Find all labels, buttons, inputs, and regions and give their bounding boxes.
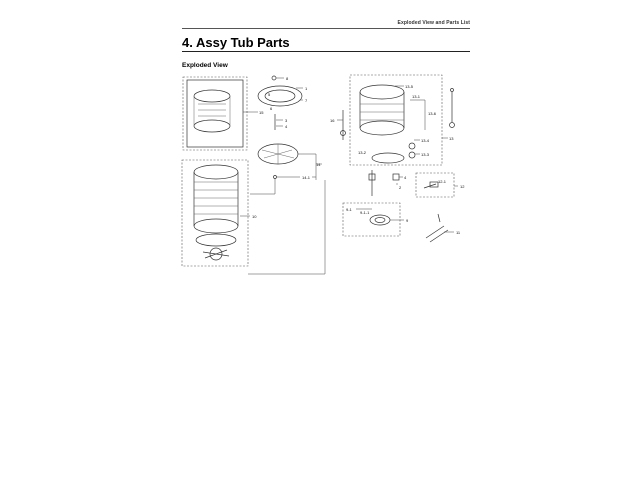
tub-top [360, 85, 404, 99]
part-10-group [182, 160, 257, 266]
callout-2: 2 [399, 185, 402, 190]
part-15-ring-top [194, 90, 230, 102]
callout-1: 1 [305, 86, 308, 91]
right-rod-group [450, 89, 455, 128]
callout-9-1-1: 9-1-1 [360, 210, 370, 215]
running-title: Exploded View and Parts List [397, 20, 470, 26]
part-11-hose [426, 226, 444, 238]
part-12-group [416, 173, 465, 197]
callout-4: 4 [285, 124, 288, 129]
part-15-group [183, 77, 264, 150]
callout-13: 13 [449, 136, 454, 141]
center-parts-group [248, 76, 325, 274]
callout-11: 11 [456, 230, 461, 235]
callout-9: 9 [406, 218, 409, 223]
section-title: 4. Assy Tub Parts [182, 35, 290, 50]
part-1-ring [258, 86, 302, 106]
part-8 [272, 76, 276, 80]
callout-13-4: 13-4 [421, 138, 430, 143]
callout-12: 12 [460, 184, 465, 189]
part-16-group [330, 110, 346, 140]
callout-9-1: 9-1 [346, 207, 352, 212]
callout-13-1: 13-1 [412, 94, 421, 99]
lower-small-parts [369, 170, 407, 196]
callout-5: 5 [268, 92, 271, 97]
callout-8: 8 [286, 76, 289, 81]
drum-bottom [194, 219, 238, 233]
drum-flange [196, 234, 236, 246]
callout-4b: 4 [404, 175, 407, 180]
callout-13-5: 13-5 [405, 84, 414, 89]
callout-12-1: 12-1 [438, 179, 447, 184]
callout-6: 6 [270, 106, 273, 111]
drum-top [194, 165, 238, 179]
callout-13-3: 13-3 [421, 152, 430, 157]
callout-16: 16 [330, 118, 335, 123]
part-12-box [416, 173, 454, 197]
subsection-title: Exploded View [182, 62, 228, 69]
callout-14: 14 [316, 162, 321, 167]
callout-3: 3 [285, 118, 288, 123]
callout-10: 10 [252, 214, 257, 219]
part-11-group [426, 214, 461, 242]
part-13-group [350, 75, 454, 165]
callout-14-1: 14-1 [302, 175, 311, 180]
tub-base [372, 153, 404, 163]
tub-bottom [360, 121, 404, 135]
callout-15: 15 [259, 110, 264, 115]
callout-13-6: 13-6 [428, 111, 437, 116]
part-15-ring-bottom [194, 120, 230, 132]
part-9-group [343, 203, 409, 236]
part-15-box [183, 77, 247, 150]
callout-7: 7 [305, 98, 308, 103]
callout-13-2: 13-2 [358, 150, 367, 155]
part-9-pulley [370, 215, 390, 225]
